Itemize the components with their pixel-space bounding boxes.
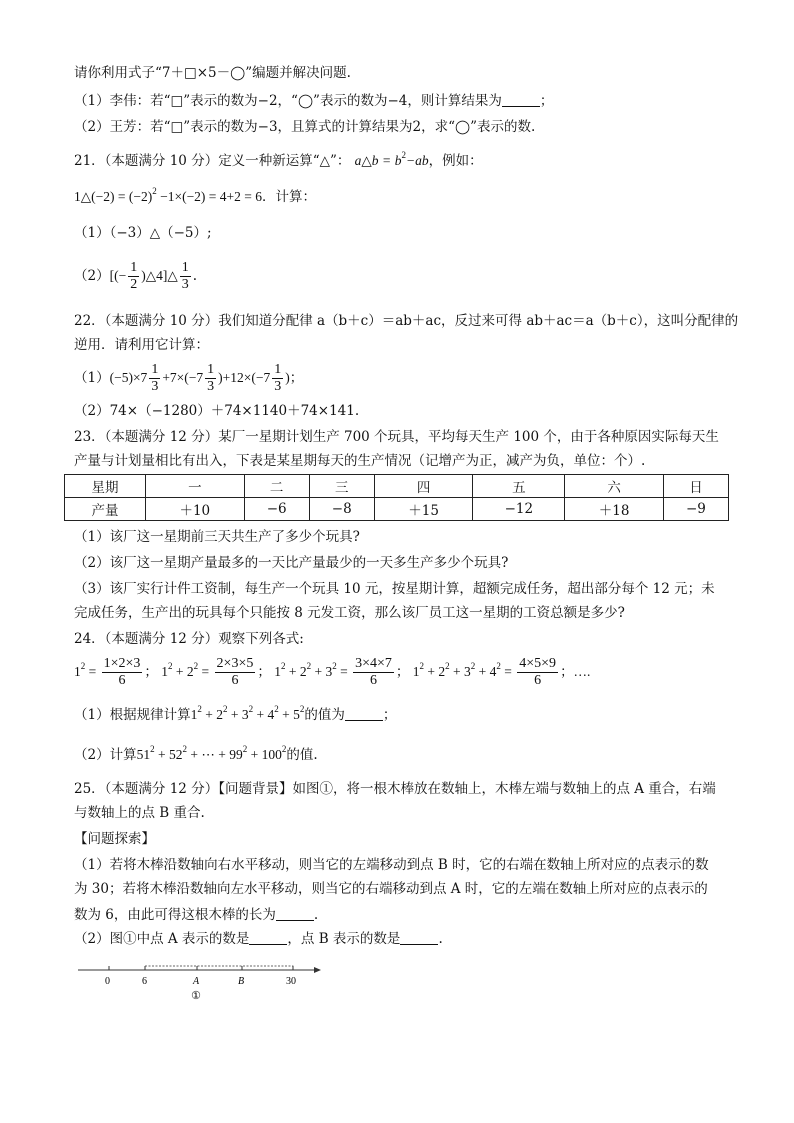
fraction: $\frac{1}{2}$: [130, 260, 138, 292]
q25-part-1a: （1）若将木棒沿数轴向右水平移动，则当它的左端移动到点 B 时，它的右端在数轴上所对应的点表示的数: [74, 857, 709, 873]
q23-part-3b: 完成任务，生产出的玩具每个只能按 8 元发工资，那么该厂员工这一星期的工资总额是多少?: [74, 605, 625, 621]
q22-part-1: （1）(−5)×7 $\frac{1}{3}$ +7×(−7 $\frac{1}{3}$ )+12×(−7 $\frac{1}{3}$ )；: [74, 362, 304, 394]
table-cell: ＋15: [374, 498, 473, 521]
fraction: $\frac{4\times 5\times 9}{6}$: [519, 656, 557, 689]
tick-label: 0: [105, 976, 110, 987]
tick-label-a: A: [193, 976, 200, 987]
q24-part-2: （2）计算$51^2 + 52^2$ + ⋯ + $99^2 + 100^2$的值.: [74, 744, 318, 763]
answer-blank[interactable]: [345, 706, 383, 721]
q22-part-2: （2）74×（−1280）＋74×1140＋74×141.: [74, 403, 360, 419]
fraction: $\frac{1}{3}$: [274, 362, 282, 394]
q22-line-1: 22．（本题满分 10 分）我们知道分配律 a（b＋c）＝ab＋ac，反过来可得 ab＋ac＝a（b＋c），这叫分配律的: [74, 313, 739, 329]
fraction: $\frac{1}{3}$: [151, 362, 159, 394]
tick-label: 30: [286, 976, 296, 987]
answer-blank[interactable]: [502, 92, 540, 107]
intro-line: 请你利用式子“7＋□×5－◯”编题并解决问题.: [74, 65, 351, 81]
q24-heading: 24．（本题满分 12 分）观察下列各式:: [74, 631, 304, 647]
table-cell: −9: [663, 498, 728, 521]
q23-part-1: （1）该厂这一星期前三天共生产了多少个玩具?: [74, 529, 360, 545]
q23-line-2: 产量与计划量相比有出入，下表是某星期每天的生产情况（记增产为正，减产为负，单位：个）.: [74, 453, 646, 469]
q21-example: 1△(−2) = $(-2)^2 -1\times(-2) = 4+2 = 6$．计算：: [74, 186, 317, 205]
q25-explore: 【问题探索】: [74, 831, 155, 847]
q22-line-2: 逆用．请利用它计算：: [74, 337, 209, 353]
table-cell: ＋10: [146, 498, 245, 521]
production-table: [64, 474, 729, 521]
axis-arrow-icon: [314, 967, 321, 973]
stick-rect: [145, 966, 293, 970]
table-row: [65, 475, 729, 498]
q21-part-1: （1）（−3）△（−5）;: [74, 225, 212, 241]
q25-part-2: （2）图①中点 A 表示的数是 ，点 B 表示的数是 .: [74, 931, 443, 947]
table-cell: ＋18: [565, 498, 664, 521]
table-cell: 五: [473, 475, 565, 498]
table-cell: 二: [244, 475, 309, 498]
table-cell: 一: [146, 475, 245, 498]
q23-line-1: 23．（本题满分 12 分）某厂一星期计划生产 700 个玩具，平均每天生产 100 个，由于各种原因实际每天生: [74, 429, 719, 445]
q24-formulas: $1^2$ = $\frac{1\times 2\times 3}{6}$ ； $1^2 + 2^2$ = $\frac{2\times 3\times 5}{6}$ ； $1^2 + 2^2 + 3^2$ = $\frac{3\times 4\times 7}{6}$ ； $1^2 + 2^2 + 3^2 + 4^2$ = $\frac{4\times 5\times 9}{6}$ ；….: [74, 656, 591, 689]
figure-caption: ①: [191, 989, 201, 1002]
answer-blank[interactable]: [400, 930, 438, 945]
q23-part-3a: （3）该厂实行计件工资制，每生产一个玩具 10 元，按星期计算，超额完成任务，超出部分每个 12 元；未: [74, 581, 715, 597]
intro-item-1: （1）李伟：若“□”表示的数为−2，“◯”表示的数为−4，则计算结果为 ；: [74, 93, 554, 109]
table-cell: 三: [309, 475, 374, 498]
tick-label-b: B: [238, 976, 245, 987]
fraction: $\frac{1}{3}$: [207, 362, 215, 394]
tick-label: 6: [142, 976, 147, 987]
fraction: $\frac{1}{3}$: [181, 260, 189, 292]
table-cell: −12: [473, 498, 565, 521]
intro-item-2: （2）王芳：若“□”表示的数为−3，且算式的计算结果为2，求“◯”表示的数.: [74, 119, 536, 135]
table-cell: 日: [663, 475, 728, 498]
table-cell: 四: [374, 475, 473, 498]
fraction: $\frac{1\times 2\times 3}{6}$: [103, 656, 141, 689]
q21-part-2: （2）[(− $\frac{1}{2}$ )△4]△ $\frac{1}{3}$ .: [74, 260, 198, 292]
table-cell: 星期: [65, 475, 146, 498]
answer-blank[interactable]: [249, 930, 287, 945]
q21-heading: 21．（本题满分 10 分）定义一种新运算“△”： a△b = $b^2-ab$，例如：: [74, 150, 483, 169]
fraction: $\frac{2\times 3\times 5}{6}$: [216, 656, 254, 689]
q23-part-2: （2）该厂这一星期产量最多的一天比产量最少的一天多生产多少个玩具?: [74, 555, 509, 571]
fraction: $\frac{3\times 4\times 7}{6}$: [355, 656, 392, 689]
table-cell: 六: [565, 475, 664, 498]
answer-blank[interactable]: [276, 906, 314, 921]
table-cell: 产量: [65, 498, 146, 521]
q25-part-1b: 为 30；若将木棒沿数轴向左水平移动，则当它的右端移动到点 A 时，它的左端在数轴上所对应的点表示的: [74, 881, 708, 897]
number-line-figure: [78, 958, 338, 1008]
table-cell: −8: [309, 498, 374, 521]
table-cell: −6: [244, 498, 309, 521]
q25-part-1c: 数为 6，由此可得这根木棒的长为 .: [74, 907, 319, 923]
q24-part-1: （1）根据规律计算$1^2 + 2^2 + 3^2 + 4^2 + 5^2$的值为 ；: [74, 704, 397, 723]
table-row: [65, 498, 729, 521]
q25-line-1: 25．（本题满分 12 分）【问题背景】如图①，将一根木棒放在数轴上，木棒左端与数轴上的点 A 重合，右端: [74, 781, 716, 797]
q25-line-2: 与数轴上的点 B 重合.: [74, 805, 205, 821]
